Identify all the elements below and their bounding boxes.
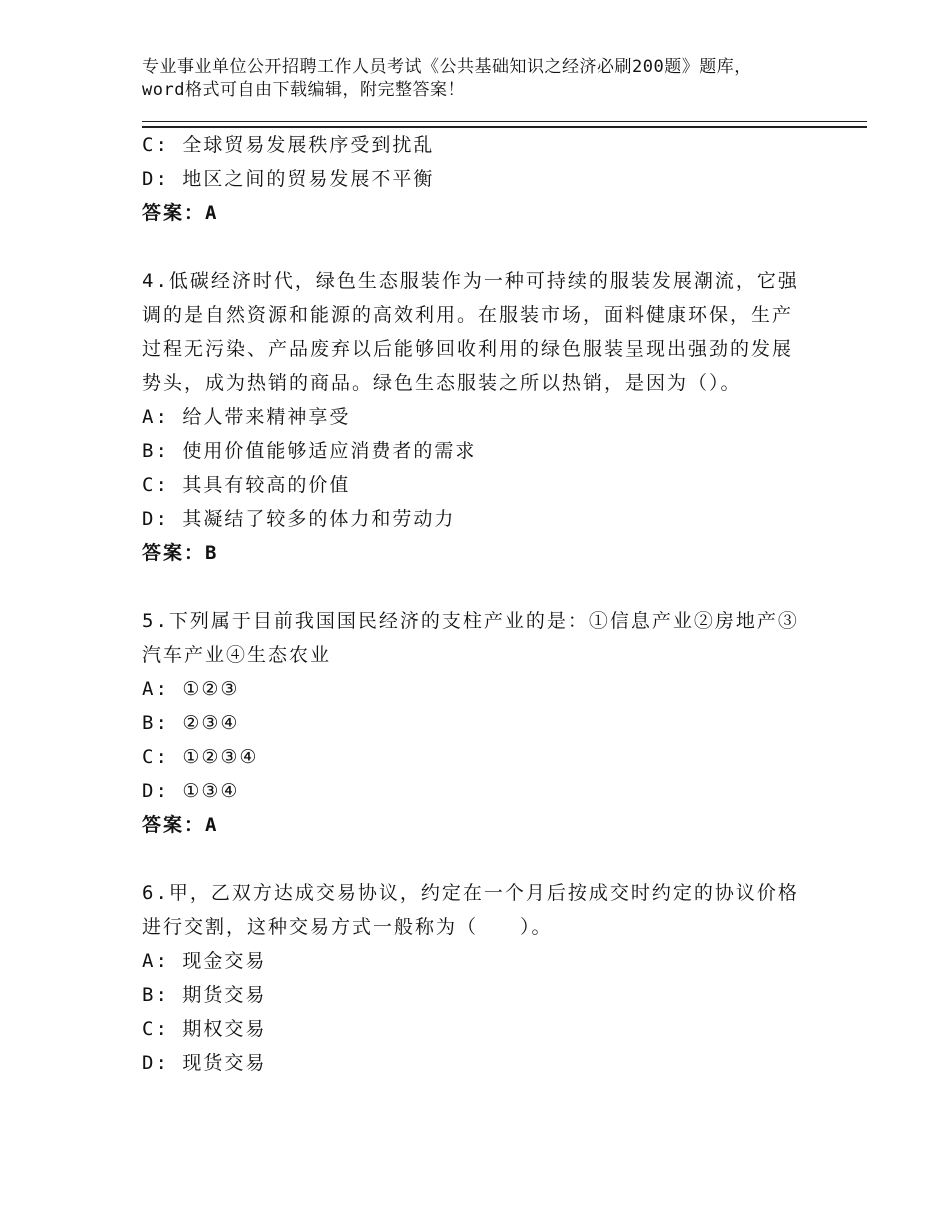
option-c: C: 期权交易 <box>142 1018 267 1040</box>
question-6 <box>142 876 802 1080</box>
question-stem: 6.甲，乙双方达成交易协议，约定在一个月后按成交时约定的协议价格进行交割，这种交易方式一般称为（ ）。 <box>142 882 799 938</box>
answer: 答案：A <box>142 202 219 224</box>
question-4 <box>142 264 802 570</box>
option-d: D: 现货交易 <box>142 1052 267 1074</box>
spacer <box>142 230 802 264</box>
option-a: A: ①②③ <box>142 678 240 700</box>
answer: 答案：B <box>142 542 219 564</box>
question-stem: 5.下列属于目前我国国民经济的支柱产业的是：①信息产业②房地产③汽车产业④生态农业 <box>142 610 799 666</box>
question-stem: 4.低碳经济时代，绿色生态服装作为一种可持续的服装发展潮流，它强调的是自然资源和能源的高效利用。在服装市场，面料健康环保，生产过程无污染、产品废弃以后能够回收利用的绿色服装呈现出强劲的发展势头，成为热销的商品。绿色生态服装之所以热销，是因为（）。 <box>142 270 799 394</box>
spacer <box>142 842 802 876</box>
option-d: D: 地区之间的贸易发展不平衡 <box>142 168 435 190</box>
spacer <box>142 570 802 604</box>
header-title: 专业事业单位公开招聘工作人员考试《公共基础知识之经济必刷200题》题库，word格式可自由下载编辑，附完整答案！ <box>142 57 752 100</box>
option-d: D: ①③④ <box>142 780 240 802</box>
option-c: C: 全球贸易发展秩序受到扰乱 <box>142 134 435 156</box>
option-a: A: 现金交易 <box>142 950 267 972</box>
option-a: A: 给人带来精神享受 <box>142 406 351 428</box>
page-header <box>142 56 782 102</box>
option-b: B: 使用价值能够适应消费者的需求 <box>142 440 477 462</box>
answer: 答案：A <box>142 814 219 836</box>
option-d: D: 其凝结了较多的体力和劳动力 <box>142 508 456 530</box>
option-c: C: 其具有较高的价值 <box>142 474 351 496</box>
option-b: B: 期货交易 <box>142 984 267 1006</box>
exam-content <box>142 128 802 1080</box>
header-divider <box>142 121 867 128</box>
option-b: B: ②③④ <box>142 712 240 734</box>
question-continued <box>142 128 802 230</box>
question-5 <box>142 604 802 842</box>
option-c: C: ①②③④ <box>142 746 259 768</box>
